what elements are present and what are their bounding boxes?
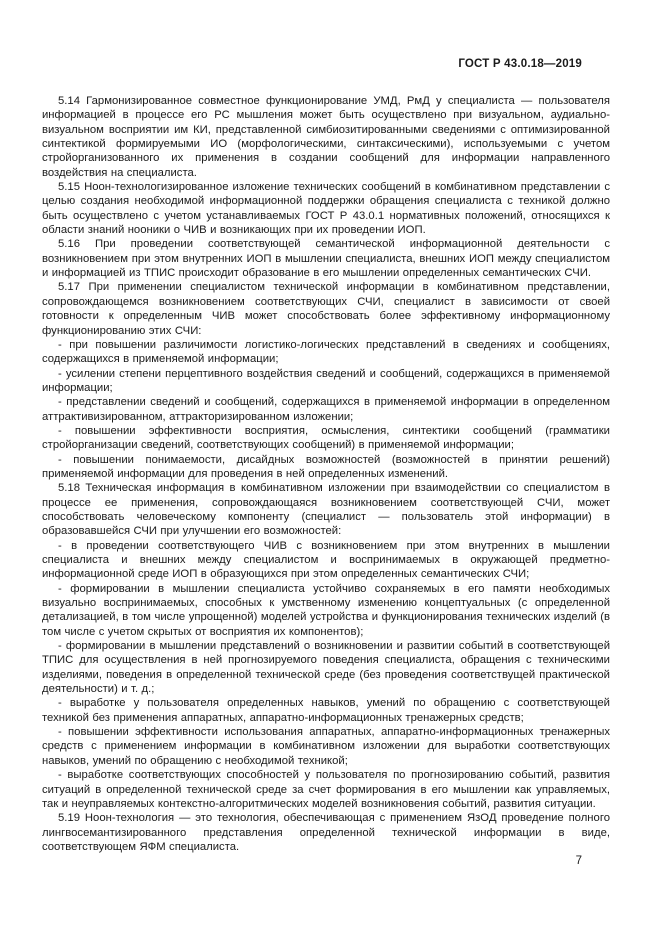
page-number: 7 <box>575 855 582 868</box>
clause-5-16: 5.16 При проведении соответствующей семантической информационной деятельности с возникновением при этом внутренних ИОП в мышлении специалиста, внешних ИОП между специалистом и информацией из ТПИС происходит образование в его мышлении определенных семантических СЧИ. <box>42 238 610 280</box>
clause-5-18-item-4: - выработке у пользователя определенных навыков, умений по обращению с соответствующей техникой без применения аппаратных, аппаратно-информационных тренажерных средств; <box>42 697 610 724</box>
clause-5-17-item-4: - повышении эффективности восприятия, осмысления, синтектики сообщений (грамматики стройорганизации сведений, соответствующих сообщений) в применяемой информации; <box>42 424 610 452</box>
clause-5-18-intro: 5.18 Техническая информация в комбинативном изложении при взаимодействии со специалистом в процессе ее применения, сопровождающаяся возникновением соответствующей СЧИ, может способствовать человеческому компоненту (специалист — пользователь этой информации) в образовавшейся СЧИ при улучшении его возможностей: <box>42 482 610 538</box>
document-header: ГОСТ Р 43.0.18—2019 <box>458 58 582 70</box>
clause-5-17-intro: 5.17 При применении специалистом технической информации в комбинативном представлении, сопровождающемся возникновением соответствующих СЧИ, специалист в зависимости от своей готовности к определенным ЧИВ может способствовать более эффективному информационному функционированию этих СЧИ: <box>42 281 610 337</box>
clause-5-18-item-6: - выработке соответствующих способностей у пользователя по прогнозированию событий, развития ситуаций в определенной технической среде за счет формирования в его мышлении как управляемых, так и неуправляемых контекстно-алгоритмических моделей возникновения событий, развития ситуации. <box>42 769 610 810</box>
clause-5-14: 5.14 Гармонизированное совместное функционирование УМД, РмД у специалиста — пользователя информацией в процессе его РС мышления может быть осуществлено при визуальном, аудиально-визуальном восприятии им КИ, представленной симбиозитированными сведениями с оптимизированной синтектикой формируемыми ИО (морфологическими, синтаксическими), используемыми с учетом стройорганизованного их применения в создании сообщений для информации направленного воздействия на специалиста. <box>42 95 610 179</box>
document-body <box>42 94 610 854</box>
clause-5-18-item-2: - формировании в мышлении специалиста устойчиво сохраняемых в его памяти необходимых визуально воспринимаемых, способных к умственному изменению концептуальных (с определенной детализацией, в том числе упрощенной) моделей устройства и функционирования технических изделий (в том числе с учетом скрытых от восприятия их компонентов); <box>42 582 610 638</box>
clause-5-18-item-5: - повышении эффективности использования аппаратных, аппаратно-информационных тренажерных средств с применением информации в комбинативном изложении для выработки соответствующих навыков, умений по обращению с необходимой техникой; <box>42 726 610 767</box>
clause-5-15: 5.15 Ноон-технологизированное изложение технических сообщений в комбинативном представлении с целью создания необходимой информационной поддержки обращения специалиста с техникой должно быть осуществлено с учетом устанавливаемых ГОСТ Р 43.0.1 нормативных положений, относящихся к области знаний нооники о ЧИВ и возникающих при их проведении ИОП. <box>42 181 610 237</box>
clause-5-17-item-3: - представлении сведений и сообщений, содержащихся в применяемой информации в определенном аттрактивизированном, аттракторизированном изложении; <box>42 396 610 423</box>
clause-5-17-item-1: - при повышении различимости логистико-логических представлений в сведениях и сообщениях, содержащихся в применяемой информации; <box>42 338 610 366</box>
clause-5-17-item-5: - повышении понимаемости, дисайдных возможностей (возможностей в принятии решений) применяемой информации для проведения в ней определенных изменений. <box>42 453 610 480</box>
clause-5-17-item-2: - усилении степени перцептивного воздействия сведений и сообщений, содержащихся в применяемой информации; <box>42 367 610 394</box>
clause-5-19: 5.19 Ноон-технология — это технология, обеспечивающая с применением ЯзОД проведение полного лингвосемантизированного представления определенной технической информации в виде, соответствующем ЯФМ специалиста. <box>42 812 610 853</box>
clause-5-18-item-3: - формировании в мышлении представлений о возникновении и развитии событий в соответствующей ТПИС для осуществления в ней прогнозируемого поведения специалиста, обращения с техническими изделиями, поведения в определенной технической среде (без проведения соответствущей практической деятельности) и т. д.; <box>42 640 610 696</box>
clause-5-18-item-1: - в проведении соответствующего ЧИВ с возникновением при этом внутренних в мышлении специалиста и внешних между специалистом и воспринимаемых в окружающей предметно-информационной среде ИОП в образующихся при этом определенных семантических СЧИ; <box>42 539 610 581</box>
